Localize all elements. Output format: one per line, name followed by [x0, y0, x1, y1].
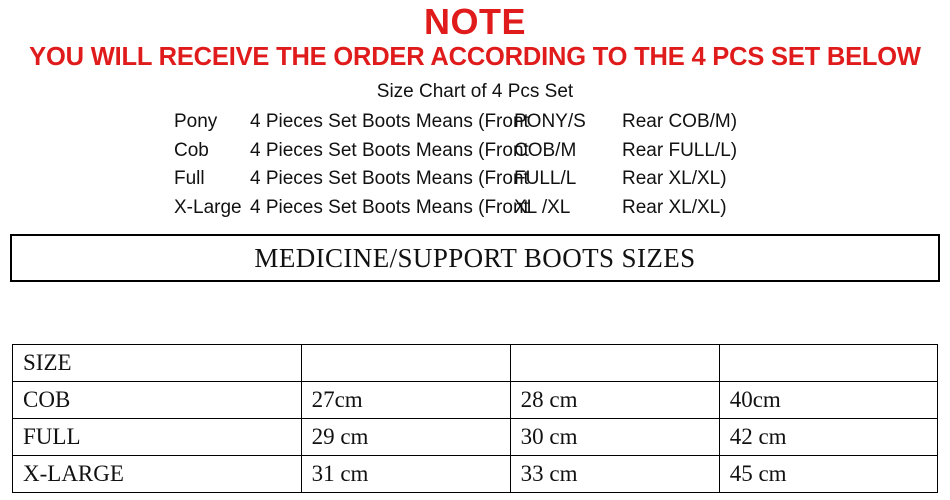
note-subtitle: YOU WILL RECEIVE THE ORDER ACCORDING TO THE 4 PCS SET BELOW — [29, 43, 921, 71]
set-chart-rear: Rear XL/XL) — [622, 168, 727, 189]
table-header-row — [13, 345, 938, 382]
table-cell: 27cm — [301, 382, 510, 419]
set-chart-row — [0, 165, 950, 194]
table-cell: 30 cm — [510, 419, 719, 456]
table-cell: X-LARGE — [13, 456, 302, 493]
table-cell: 31 cm — [301, 456, 510, 493]
table-header-cell: SIZE — [13, 345, 302, 382]
set-chart-row — [0, 137, 950, 166]
set-chart-size: X-Large — [174, 196, 242, 218]
set-chart-rear: Rear XL/XL) — [622, 196, 727, 218]
set-chart-size: Pony — [174, 111, 218, 132]
set-chart-row — [0, 108, 950, 137]
sizes-table-wrapper — [12, 344, 938, 493]
table-cell: FULL — [13, 419, 302, 456]
set-chart-size: Cob — [174, 139, 209, 161]
banner-text: MEDICINE/SUPPORT BOOTS SIZES — [254, 243, 696, 273]
set-chart-rear: Rear COB/M) — [622, 111, 738, 132]
set-chart-row — [0, 194, 950, 223]
set-chart-front: PONY/S — [514, 111, 586, 132]
set-chart-front: XL /XL — [514, 196, 571, 218]
table-row — [13, 419, 938, 456]
set-chart-means: 4 Pieces Set Boots Means (Front — [250, 196, 529, 218]
size-chart-document — [0, 2, 950, 500]
set-chart-rows — [0, 108, 950, 222]
boots-sizes-banner — [10, 234, 940, 282]
set-chart-front: COB/M — [514, 139, 577, 161]
table-row — [13, 382, 938, 419]
table-cell: 42 cm — [719, 419, 937, 456]
table-cell: 29 cm — [301, 419, 510, 456]
set-chart-front: FULL/L — [514, 168, 577, 189]
table-row — [13, 456, 938, 493]
set-chart-means: 4 Pieces Set Boots Means (Front — [250, 139, 529, 161]
set-chart-rear: Rear FULL/L) — [622, 139, 738, 161]
table-header-cell — [510, 345, 719, 382]
sizes-table — [12, 344, 938, 493]
set-chart-means: 4 Pieces Set Boots Means (Front — [250, 111, 529, 132]
table-cell: 28 cm — [510, 382, 719, 419]
set-chart-means: 4 Pieces Set Boots Means (Front — [250, 168, 529, 189]
set-chart-size: Full — [174, 168, 205, 189]
table-cell: 45 cm — [719, 456, 937, 493]
spacer — [0, 282, 950, 344]
table-cell: COB — [13, 382, 302, 419]
table-header-cell — [301, 345, 510, 382]
table-cell: 33 cm — [510, 456, 719, 493]
note-title: NOTE — [423, 1, 526, 42]
set-chart-title: Size Chart of 4 Pcs Set — [376, 81, 574, 102]
table-cell: 40cm — [719, 382, 937, 419]
table-header-cell — [719, 345, 937, 382]
